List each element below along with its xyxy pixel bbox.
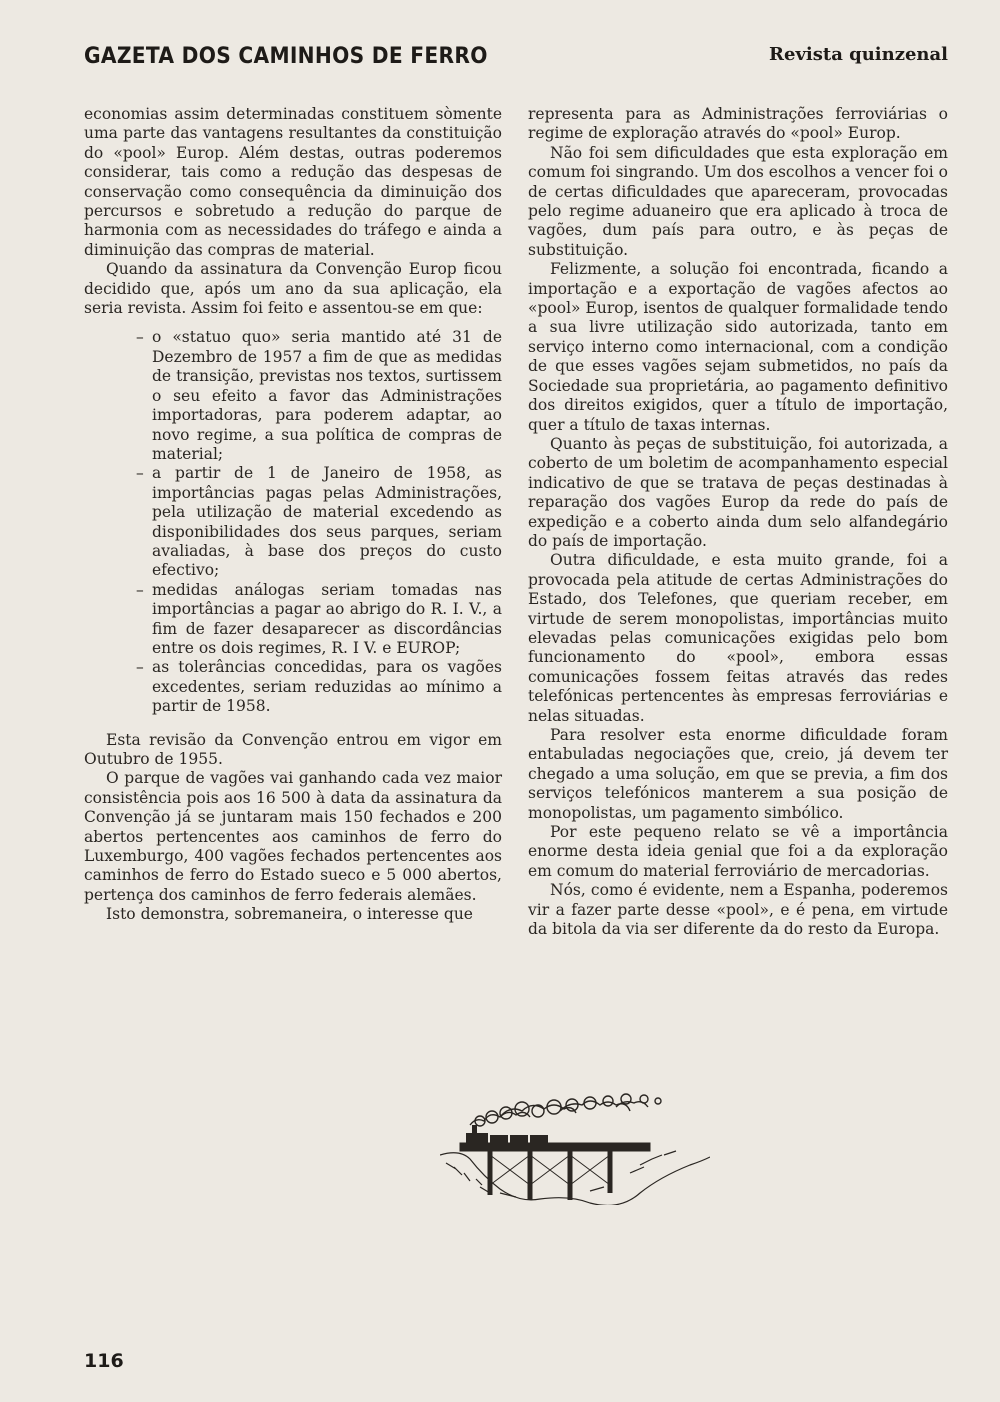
journal-title: GAZETA DOS CAMINHOS DE FERRO <box>84 44 488 69</box>
list-item: – as tolerâncias concedidas, para os vagões excedentes, seriam reduzidas ao mínimo a partir de 1958. <box>136 658 502 716</box>
list-item: – o «statuo quo» seria mantido até 31 de Dezembro de 1957 a fim de que as medidas de transição, previstas nos textos, surtissem o seu efeito a favor das Administrações importadoras, para poderem adaptar, ao novo regime, a sua política de compras de material; <box>136 328 502 463</box>
paragraph: Isto demonstra, sobremaneira, o interesse que <box>106 905 473 924</box>
revision-list <box>84 328 502 716</box>
list-item: – a partir de 1 de Janeiro de 1958, as importâncias pagas pelas Administrações, pela utilização de material excedendo as disponibilidades dos seus parques, seriam avaliadas, à base dos preços do custo efectivo; <box>136 464 502 580</box>
paragraph: Por este pequeno relato se vê a importância enorme desta ideia genial que foi a da exploração em comum do material ferroviário de mercadorias. <box>528 823 948 880</box>
right-column <box>528 105 948 939</box>
train-bridge-illustration <box>440 1055 710 1205</box>
paragraph: Nós, como é evidente, nem a Espanha, poderemos vir a fazer parte desse «pool», e é pena, em virtude da bitola da via ser diferente da do resto da Europa. <box>528 881 948 939</box>
paragraph: economias assim determinadas constituem sòmente uma parte das vantagens resultantes da constituição do «pool» Europ. Além destas, outras poderemos considerar, tais como a redução das despesas de conservação como consequência da diminuição dos percursos e sobretudo a redução do parque de harmonia com as necessidades do tráfego e ainda a diminuição das compras de material. <box>84 105 502 259</box>
left-column <box>84 105 502 925</box>
paragraph: O parque de vagões vai ganhando cada vez maior consistência pois aos 16 500 à data da assinatura da Convenção já se juntaram mais 150 fechados e 200 abertos pertencentes aos caminhos de ferro do Luxemburgo, 400 vagões fechados pertencentes aos caminhos de ferro do Estado sueco e 5 000 abertos, pertença dos caminhos de ferro federais alemães. <box>84 769 502 904</box>
paragraph: Quanto às peças de substituição, foi autorizada, a coberto de um boletim de acompanhamento especial indicativo de que se tratava de peças destinadas à reparação dos vagões Europ da rede do país de expedição e a coberto ainda dum selo alfandegário do país de importação. <box>528 434 948 550</box>
paragraph: Felizmente, a solução foi encontrada, ficando a importação e a exportação de vagões afectos ao «pool» Europ, isentos de qualquer formalidade tendo a sua livre utilização sido autorizada, tanto em serviço interno como internacional, com a condição de que esses vagões sejam submetidos, no país da Sociedade sua proprietária, ao pagamento definitivo dos direitos exigidos, quer a título de importação, quer a título de taxas internas. <box>528 260 948 434</box>
paragraph: Não foi sem dificuldades que esta exploração em comum foi singrando. Um dos escolhos a vencer foi o de certas dificuldades que apareceram, provocadas pelo regime aduaneiro que era aplicado à troca de vagões, dum país para outro, e às peças de substituição. <box>528 143 948 259</box>
paragraph: Quando da assinatura da Convenção Europ ficou decidido que, após um ano da sua aplicação, ela seria revista. Assim foi feito e assentou-se em que: <box>84 260 502 318</box>
train-icon <box>466 1125 548 1143</box>
paragraph: Outra dificuldade, e esta muito grande, foi a provocada pela atitude de certas Administrações do Estado, dos Telefones, que queriam receber, em virtude de serem monopolistas, importâncias muito elevadas pelas comunicações exigidas pelo bom funcionamento do «pool», embora essas comunicações fossem feitas através das redes telefónicas pertencentes às empresas ferroviárias e nelas situadas. <box>528 551 948 725</box>
smoke-icon <box>470 1094 661 1126</box>
paragraph: Para resolver esta enorme dificuldade foram entabuladas negociações que, creio, já devem ter chegado a uma solução, em que se previa, a fim dos serviços telefónicos manterem a sua posição de monopolistas, um pagamento simbólico. <box>528 726 948 822</box>
paragraph: representa para as Administrações ferroviárias o regime de exploração através do «pool» Europ. <box>528 105 948 143</box>
page-number: 116 <box>84 1350 124 1372</box>
page-header <box>84 42 948 78</box>
paragraph: Esta revisão da Convenção entrou em vigor em Outubro de 1955. <box>84 730 502 768</box>
journal-subtitle: Revista quinzenal <box>769 44 948 65</box>
list-item: – medidas análogas seriam tomadas nas importâncias a pagar ao abrigo do R. I. V., a fim de fazer desaparecer as discordâncias entre os dois regimes, R. I V. e EUROP; <box>136 580 502 657</box>
